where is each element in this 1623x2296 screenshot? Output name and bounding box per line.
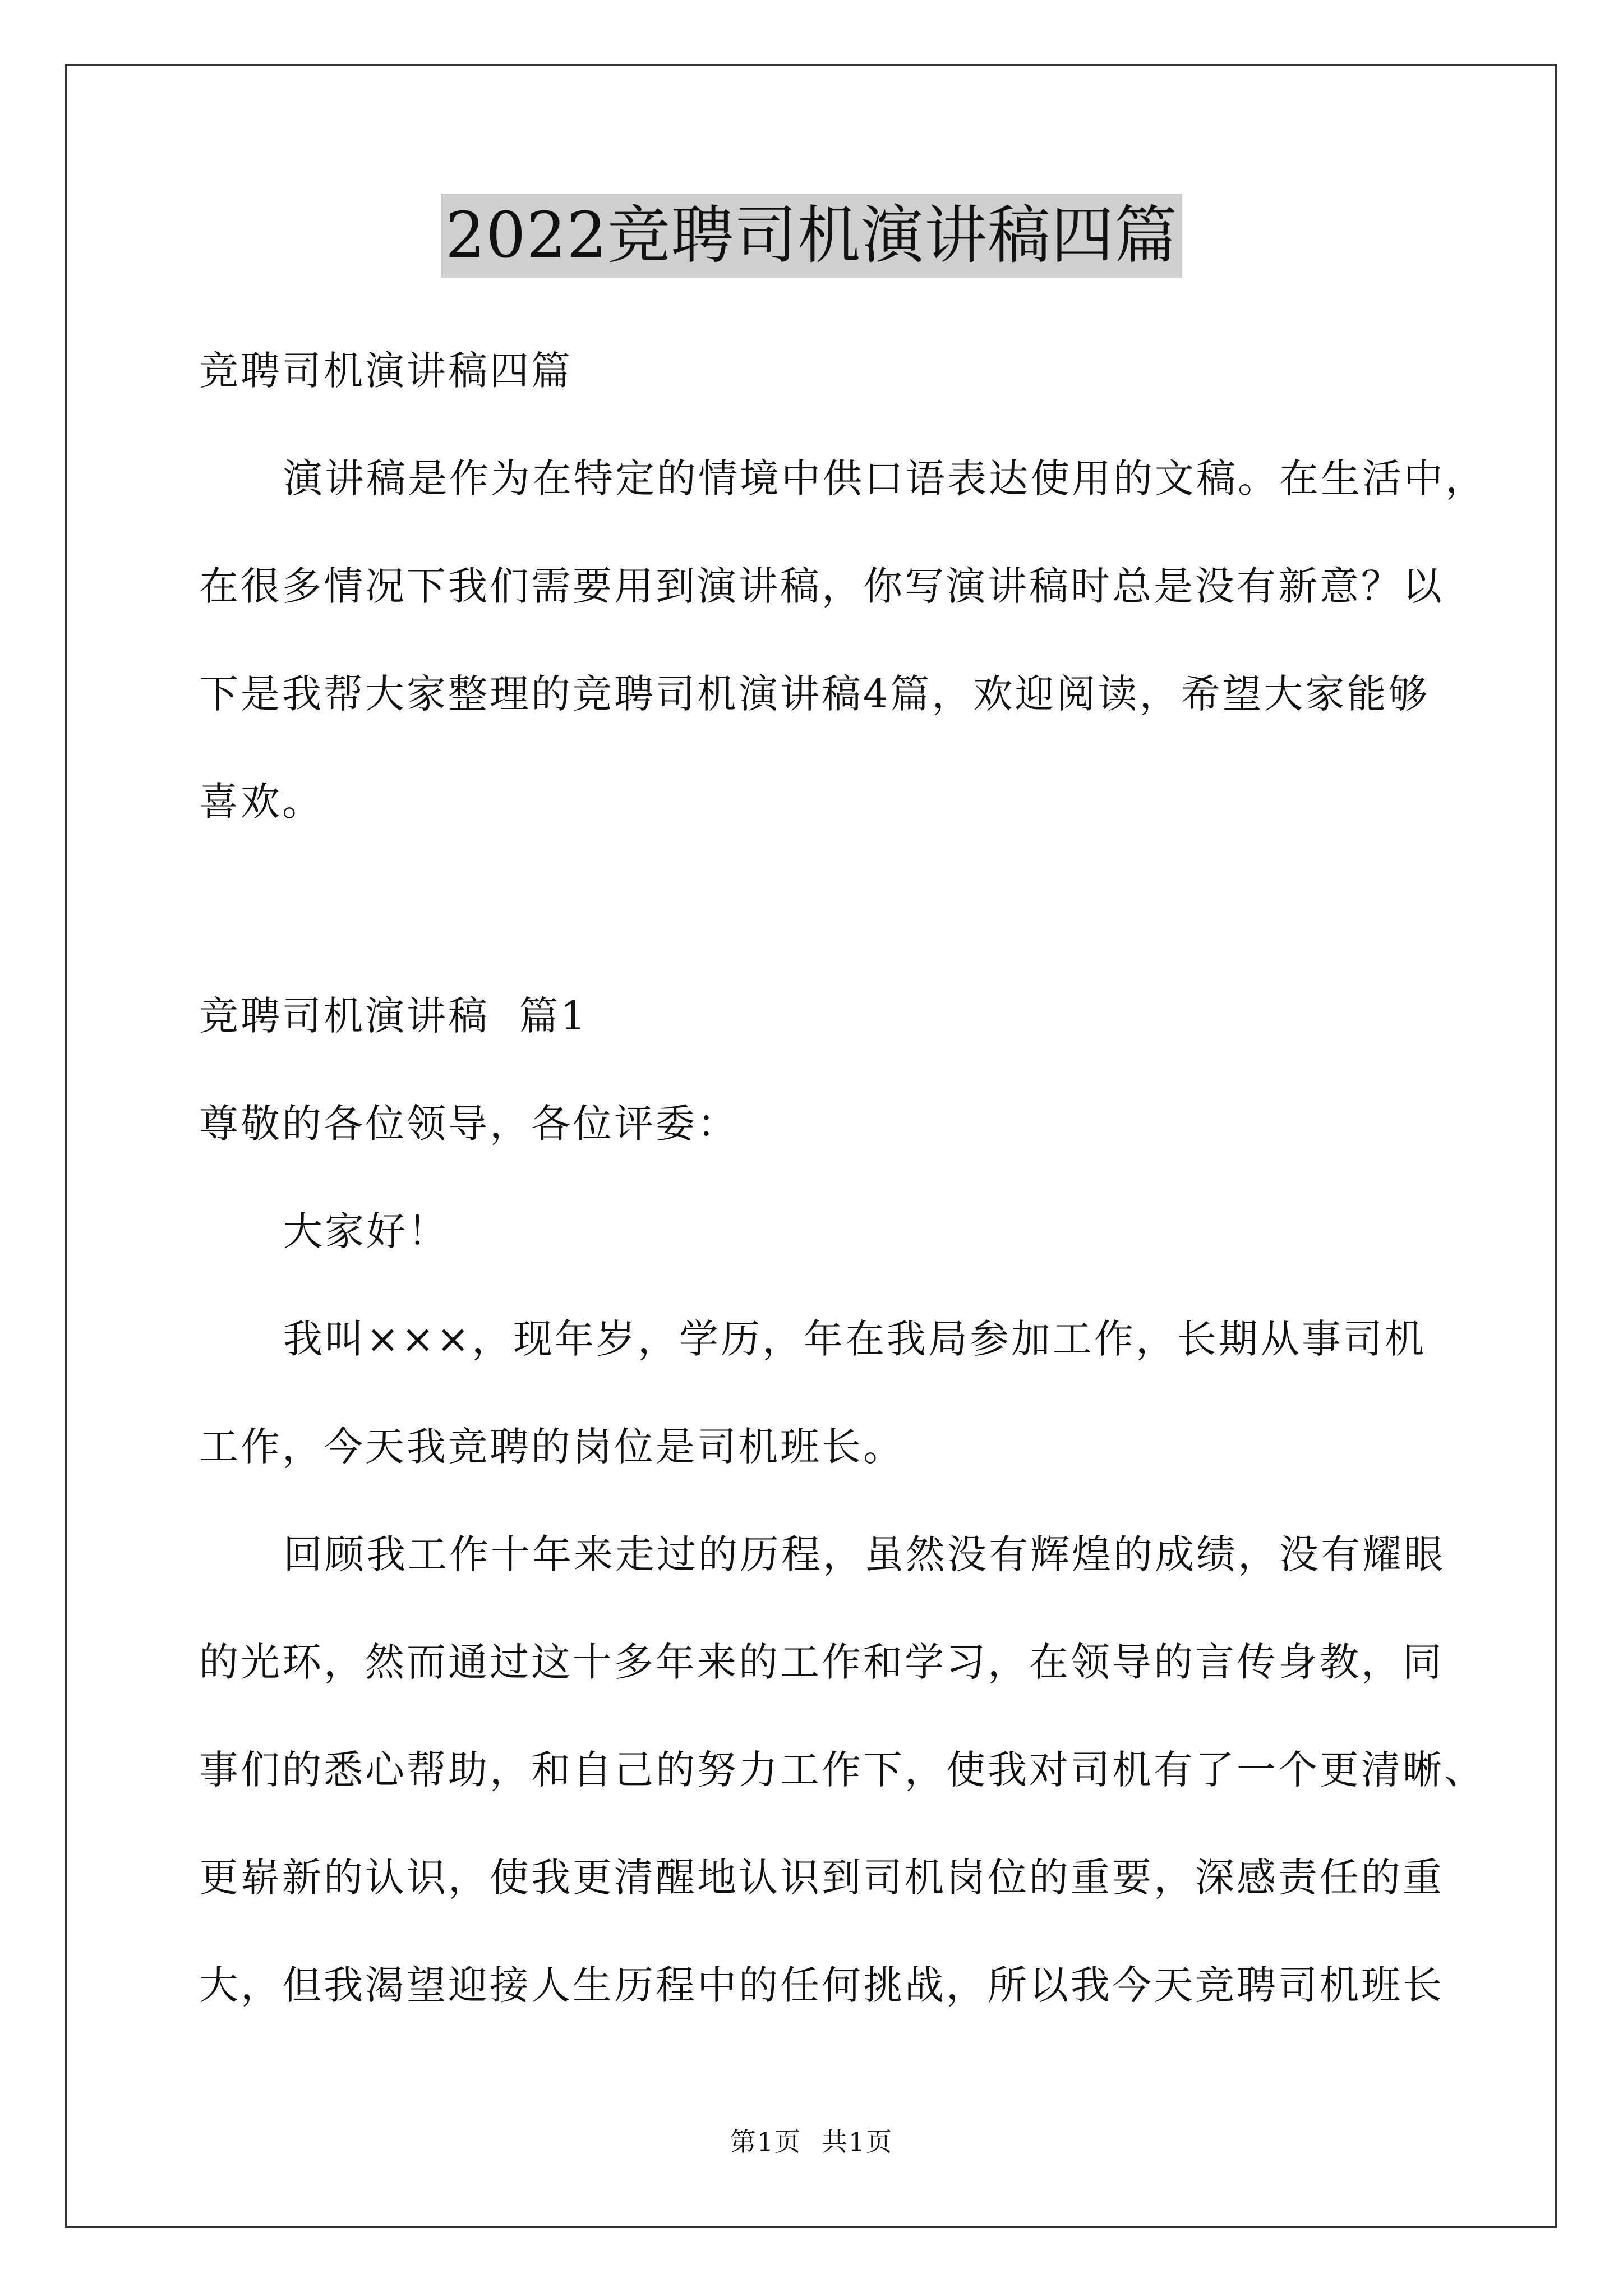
document-title: 2022竞聘司机演讲稿四篇 bbox=[441, 194, 1182, 278]
intro-line: 演讲稿是作为在特定的情境中供口语表达使用的文稿。在生活中， bbox=[283, 455, 1487, 501]
page-number: 第1页 bbox=[730, 2127, 801, 2157]
salutation: 尊敬的各位领导，各位评委： bbox=[199, 1101, 739, 1147]
section-gap bbox=[199, 855, 1433, 962]
intro-line: 喜欢。 bbox=[199, 779, 324, 825]
paragraph-line: 工作，今天我竞聘的岗位是司机班长。 bbox=[199, 1424, 905, 1470]
document-body bbox=[199, 317, 1487, 2039]
paragraph-line: 的光环，然而通过这十多年来的工作和学习，在领导的言传身教，同 bbox=[199, 1639, 1444, 1685]
title-container bbox=[0, 194, 1623, 278]
page-footer bbox=[0, 2125, 1623, 2159]
greeting: 大家好！ bbox=[283, 1208, 449, 1254]
paragraph-line: 回顾我工作十年来走过的历程，虽然没有辉煌的成绩，没有耀眼 bbox=[283, 1531, 1445, 1577]
intro-line: 下是我帮大家整理的竞聘司机演讲稿4篇，欢迎阅读，希望大家能够 bbox=[199, 671, 1430, 717]
paragraph-line: 我叫×××，现年岁，学历，年在我局参加工作，长期从事司机 bbox=[283, 1316, 1426, 1362]
paragraph-line: 更崭新的认识，使我更清醒地认识到司机岗位的重要，深感责任的重 bbox=[199, 1855, 1444, 1901]
page-total: 共1页 bbox=[822, 2127, 893, 2157]
paragraph-line: 大，但我渴望迎接人生历程中的任何挑战，所以我今天竞聘司机班长 bbox=[199, 1962, 1444, 2008]
section-heading: 竞聘司机演讲稿 篇1 bbox=[199, 993, 588, 1039]
paragraph-line: 事们的悉心帮助，和自己的努力工作下，使我对司机有了一个更清晰、 bbox=[199, 1747, 1486, 1793]
document-subtitle: 竞聘司机演讲稿四篇 bbox=[199, 348, 573, 394]
intro-line: 在很多情况下我们需要用到演讲稿，你写演讲稿时总是没有新意？以 bbox=[199, 563, 1444, 609]
